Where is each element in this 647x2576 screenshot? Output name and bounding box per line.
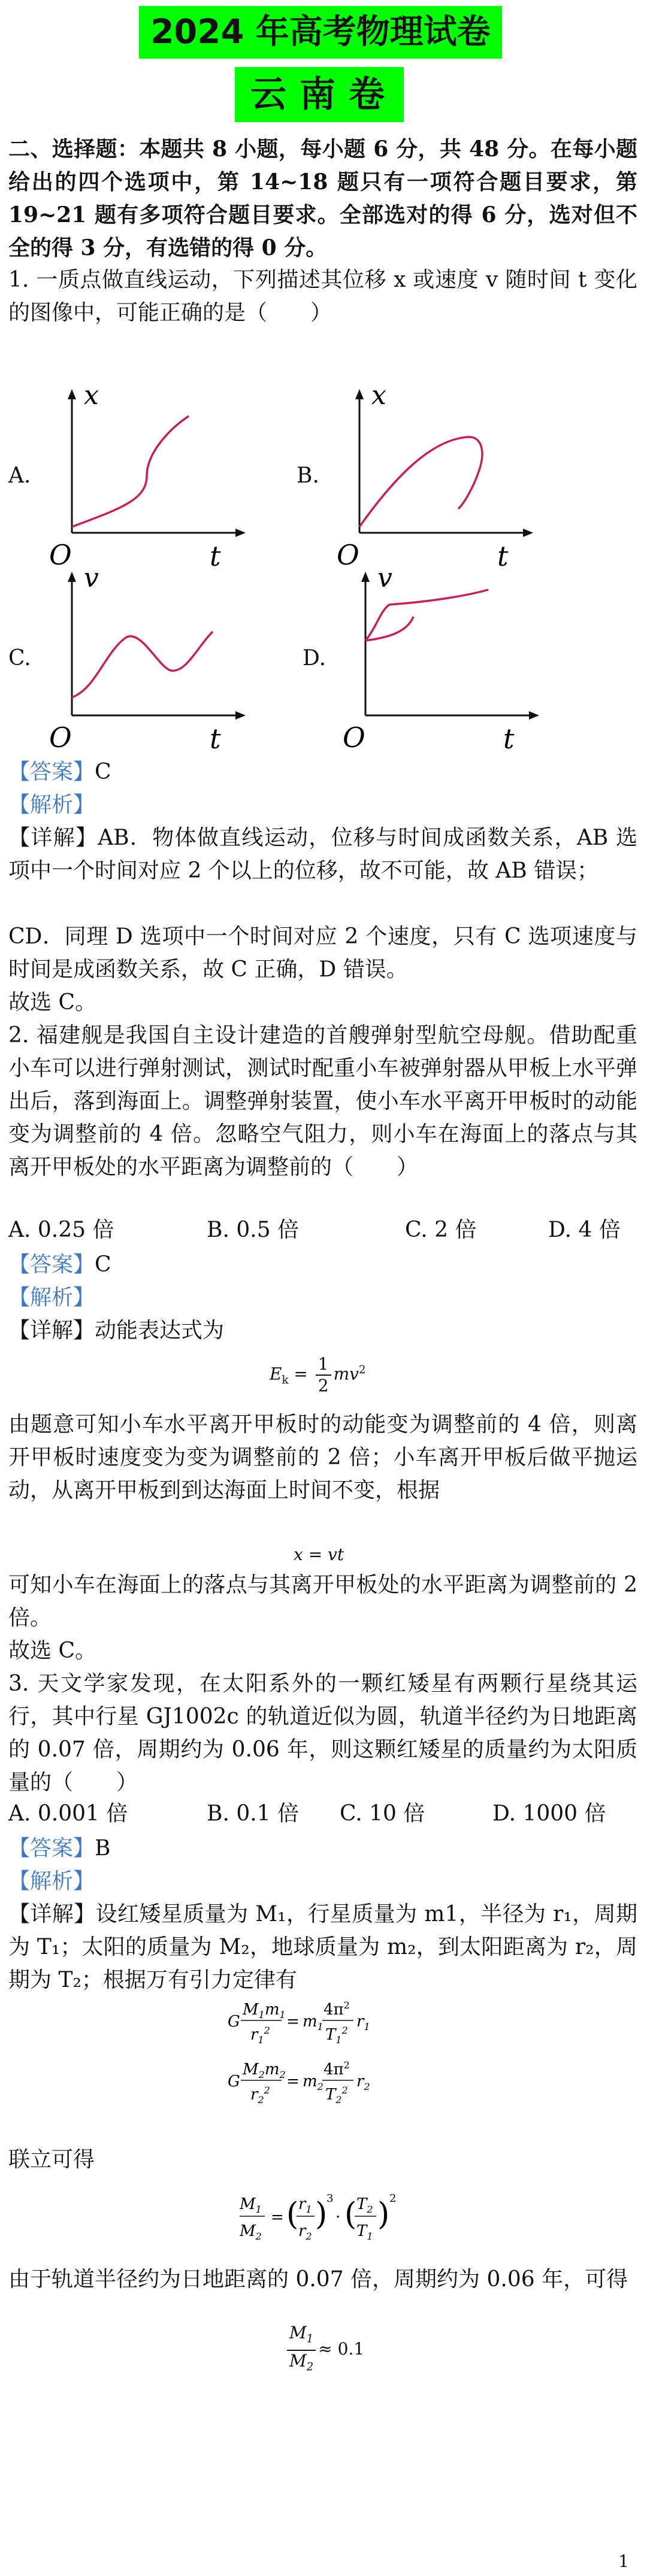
exam-subtitle: 云南卷: [235, 67, 404, 122]
q1-option-a-label: A.: [8, 463, 31, 488]
q1-graph-a: [48, 386, 246, 572]
q1-b-origin: O: [337, 539, 359, 571]
q2-detail3: 可知小车在海面上的落点与其离开甲板处的水平距离为调整前的 2 倍。: [8, 1573, 637, 1630]
q1-b-ylabel: x: [371, 386, 386, 411]
q3-answer-value: B: [95, 1836, 111, 1861]
q1-a-xlabel: t: [210, 540, 221, 572]
svg-text:T12: $T_1^2$: [325, 2025, 348, 2046]
section-instructions: 二、选择题：本题共 8 小题，每小题 6 分，共 48 分。在每小题给出的四个选项中，第 14~18 题只有一项符合题目要求，第 19~21 题有多项符合题目要求。全部选对的得 6 分，选对但不全的得 3 分，有选错的得 0 分。: [8, 136, 637, 260]
q3-eq-1: [228, 1999, 370, 2046]
eq1-den: 2: [318, 1376, 329, 1395]
svg-text:): ): [315, 2196, 328, 2232]
svg-text:r1: $r_1$: [298, 2195, 312, 2215]
result-value: ≈ 0.1: [318, 2339, 365, 2359]
svg-text:m2: $m_2$: [303, 2073, 324, 2092]
svg-text:M1m1: $M_1m_1$: [243, 2001, 286, 2020]
q1-detail1-text: AB．物体做直线运动，位移与时间成函数关系，AB 选项中一个时间对应 2 个以上的位移，故不可能，故 AB 错误；: [8, 826, 637, 883]
svg-text:2: 2: [389, 2192, 397, 2205]
svg-text:4π2: $4\pi^2$: [324, 1999, 350, 2019]
q2-detail2: 由题意可知小车水平离开甲板时的动能变为调整前的 4 倍，则离开甲板时速度变为变为调整前的 2 倍；小车离开甲板后做平抛运动，从离开甲板到到达海面上时间不变，根据: [8, 1412, 637, 1503]
page-number: 1: [618, 2551, 629, 2571]
q1-option-b-label: B.: [297, 463, 319, 488]
detail-tag: 【详解】: [8, 1902, 96, 1926]
answer-tag: 【答案】: [8, 1836, 95, 1861]
q2-analysis-tag: 【解析】: [8, 1285, 95, 1310]
answer-tag: 【答案】: [8, 760, 95, 784]
q1-stem: 1. 一质点做直线运动，下列描述其位移 x 或速度 v 随时间 t 变化的图像中，可能正确的是（ ）: [8, 268, 637, 325]
q2-detail1: [8, 1314, 637, 1347]
q3-combined-equation: [240, 2185, 419, 2251]
q1-d-ylabel: v: [377, 569, 392, 593]
eq1-num: 1: [316, 1354, 331, 1376]
q1-graph-d: [341, 569, 539, 754]
q2-option-b: B. 0.5 倍: [207, 1218, 300, 1242]
q1-c-ylabel: v: [84, 569, 99, 593]
result-fraction: $\frac{M_1}{M_2}$: [287, 2323, 316, 2377]
q3-detail1: [8, 1898, 637, 1997]
q1-option-c-label: C.: [8, 646, 31, 670]
svg-text:M1: $M_1$: [240, 2195, 262, 2215]
q1-detail1: [8, 821, 637, 887]
svg-text:r12: $r_1^2$: [250, 2025, 270, 2046]
svg-text:4π2: $4\pi^2$: [324, 2059, 350, 2079]
q1-c-xlabel: t: [210, 723, 221, 754]
q2-equation-2: x = vt: [294, 1545, 344, 1564]
svg-text:T2: $T_2$: [356, 2195, 373, 2215]
svg-text:3: 3: [326, 2192, 334, 2205]
svg-text:r2: $r_2$: [356, 2073, 370, 2092]
svg-text:(: (: [344, 2196, 357, 2232]
q3-option-b: B. 0.1 倍: [207, 1801, 300, 1826]
svg-text:): ): [377, 2196, 390, 2232]
svg-text:T22: $T_2^2$: [325, 2085, 348, 2105]
q3-eq-2: [228, 2059, 370, 2105]
q1-answer: [8, 755, 637, 788]
answer-tag: 【答案】: [8, 1252, 95, 1277]
q2-answer-value: C: [95, 1252, 111, 1277]
q1-conclusion: 故选 C。: [8, 990, 96, 1015]
svg-text:r22: $r_2^2$: [250, 2085, 270, 2105]
q2-answer: [8, 1248, 637, 1281]
svg-text:=: =: [286, 2073, 300, 2090]
q2-detail1-text: 动能表达式为: [95, 1318, 225, 1343]
eq1-rhs: mv: [333, 1364, 359, 1384]
svg-text:M2m2: $M_2m_2$: [243, 2061, 286, 2080]
q1-graph-b: [335, 386, 533, 572]
q2-option-c: C. 2 倍: [405, 1218, 477, 1242]
q2-option-a: A. 0.25 倍: [8, 1218, 114, 1242]
q1-detail2: CD．同理 D 选项中一个时间对应 2 个速度，只有 C 选项速度与时间是成函数关系，故 C 正确，D 错误。: [8, 924, 637, 982]
q3-analysis-tag: 【解析】: [8, 1869, 95, 1894]
eq1-lhs: E: [270, 1364, 282, 1384]
eq1-sub: k: [282, 1374, 289, 1387]
q3-equations: [228, 1997, 431, 2134]
q3-answer: [8, 1832, 637, 1865]
svg-text:r2: $r_2$: [298, 2222, 312, 2242]
q1-a-origin: O: [49, 539, 72, 571]
exam-title: 2024 年高考物理试卷: [139, 6, 502, 59]
svg-text:·: ·: [335, 2208, 341, 2226]
q1-answer-value: C: [95, 760, 111, 784]
q1-graph-c: [48, 569, 246, 754]
q3-option-d: D. 1000 倍: [492, 1801, 606, 1826]
svg-text:=: =: [286, 2013, 300, 2031]
q1-d-xlabel: t: [503, 723, 515, 754]
detail-tag: 【详解】: [8, 826, 98, 850]
eq1-fraction: [316, 1354, 331, 1396]
q3-result: [285, 2323, 364, 2377]
svg-text:(: (: [286, 2196, 299, 2232]
q1-d-origin: O: [343, 721, 365, 754]
svg-text:=: =: [271, 2208, 284, 2226]
q3-detail1-text: 设红矮星质量为 M₁，行星质量为 m1，半径为 r₁，周期为 T₁；太阳的质量为 M₂，地球质量为 m₂，到太阳距离为 r₂，周期为 T₂；根据万有引力定律有: [8, 1902, 637, 1992]
q3-option-a: A. 0.001 倍: [8, 1801, 128, 1826]
q2-conclusion: 故选 C。: [8, 1639, 96, 1663]
detail-tag: 【详解】: [8, 1318, 95, 1343]
q3-stem: 3. 天文学家发现，在太阳系外的一颗红矮星有两颗行星绕其运行，其中行星 GJ1002c 的轨道近似为圆，轨道半径约为日地距离的 0.07 倍，周期约为 0.06 年，则这颗红矮星的质量约为太阳质量的（ ）: [8, 1671, 637, 1795]
svg-text:m1: $m_1$: [303, 2013, 324, 2032]
q3-detail2: 联立可得: [8, 2147, 95, 2172]
svg-text:r1: $r_1$: [356, 2013, 370, 2032]
q2-equation-1: $E_k$ = $\frac{1}{2}$ $mv^2$: [270, 1354, 366, 1395]
q2-option-d: D. 4 倍: [548, 1218, 621, 1242]
q1-c-origin: O: [49, 721, 72, 754]
q3-option-c: C. 10 倍: [340, 1801, 425, 1826]
svg-text:G: G: [228, 2013, 240, 2031]
q1-b-xlabel: t: [497, 540, 509, 572]
svg-text:M2: $M_2$: [240, 2222, 262, 2242]
eq1-rsup: 2: [358, 1364, 366, 1377]
q1-analysis-tag: 【解析】: [8, 793, 95, 817]
q2-stem: 2. 福建舰是我国自主设计建造的首艘弹射型航空母舰。借助配重小车可以进行弹射测试，测试时配重小车被弹射器从甲板上水平弹出后，落到海面上。调整弹射装置，使小车水平离开甲板时的动能变为调整前的 4 倍。忽略空气阻力，则小车在海面上的落点与其离开甲板处的水平距离为调整前的（ ）: [8, 1023, 637, 1179]
q1-option-d-label: D.: [303, 646, 326, 670]
q1-a-ylabel: x: [84, 386, 99, 411]
q3-detail3: 由于轨道半径约为日地距离的 0.07 倍，周期约为 0.06 年，可得: [8, 2267, 628, 2292]
svg-text:T1: $T_1$: [356, 2222, 373, 2242]
svg-text:G: G: [228, 2073, 240, 2090]
